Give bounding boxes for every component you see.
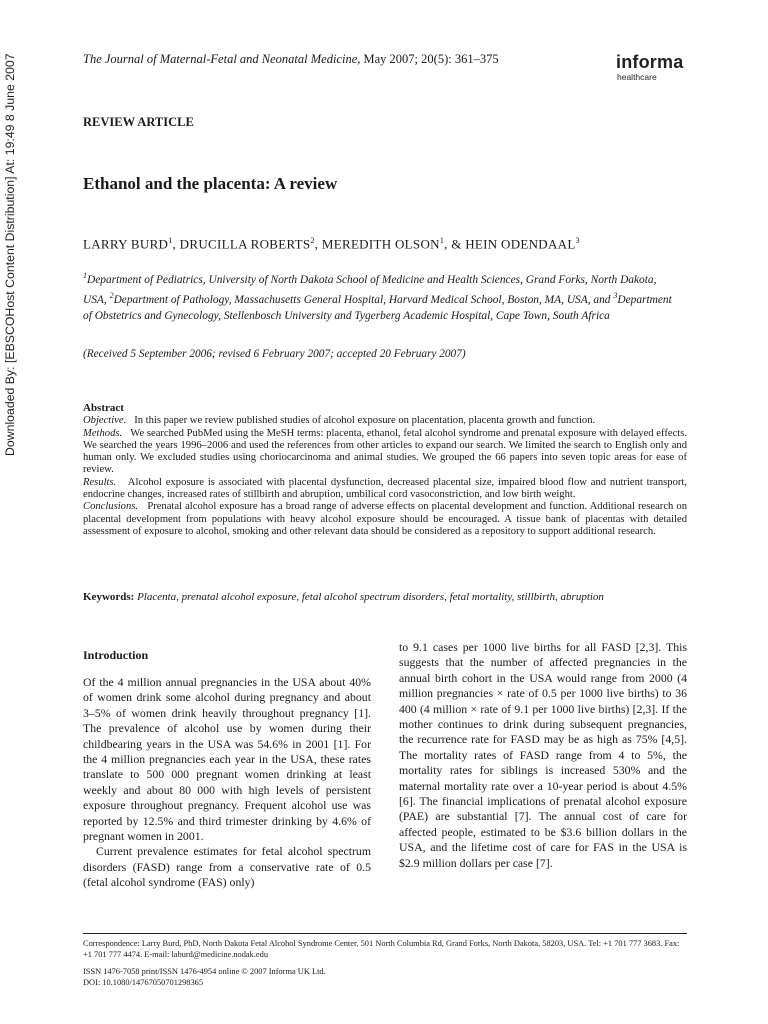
body-column-right xyxy=(399,640,687,871)
conclusions-text: Prenatal alcohol exposure has a broad range of adverse effects on placental development and function. Additional research on placental development from populations with heavy alcohol exposure should be encouraged. A tissue bank of placentas with detailed assessment of exposure to alcohol, smoking and other relevant data should be considered as a repository to support additional research. xyxy=(83,501,687,537)
author-list xyxy=(83,236,580,252)
affil-text: Department of Pediatrics, University of North Dakota School of Medicine and Health Sciences, Grand Forks, North Dakota, USA, xyxy=(83,273,657,307)
affil-mark: 2 xyxy=(109,291,114,301)
article-type: REVIEW ARTICLE xyxy=(83,115,194,129)
affil-mark: 1 xyxy=(83,271,87,280)
author-separator: , xyxy=(314,236,322,252)
keywords-label: Keywords: xyxy=(83,591,135,603)
conclusions-label: Conclusions. xyxy=(83,501,139,513)
results-text: Alcohol exposure is associated with placental dysfunction, decreased placental size, impaired blood flow and nutrient transport, endocrine changes, increased rates of stillbirth and abruption, umbilical cord vasoconstriction, and low birth weight. xyxy=(83,476,687,501)
methods-text: We searched PubMed using the MeSH terms: placenta, ethanol, fetal alcohol syndrome and prenatal exposure with delayed effects. We searched the years 1996–2006 and used the references from other articles to expand our search. We limited the search to English only and human only. We excluded studies using choriocarcinoma and animal studies. We grouped the 66 papers into seven topic areas for ease of review. xyxy=(83,427,687,476)
keywords-value: Placenta, prenatal alcohol exposure, fetal alcohol spectrum disorders, fetal mortality, stillbirth, abruption xyxy=(137,591,604,603)
objective-text: In this paper we review published studies of alcohol exposure on placentation, placenta growth and function. xyxy=(134,415,596,427)
body-paragraph: to 9.1 cases per 1000 live births for all FASD [2,3]. This suggests that the number of affected pregnancies in the annual birth cohort in the USA would range from 2000 (4 million pregnancies × rate of 0.5 per 1000 live births) to 36 400 (4 million × rate of 9.1 per 1000 live births) [2,3]. If the mother continues to drink during subsequent pregnancies, the recurrence rate for FASD may be as high as 75% [4,5]. The mortality rates of FASD range from 4 to 5%, the mortality rates for siblings is increased 530% and the maternal mortality rate over a 10-year period is about 4.5% [6]. The financial implications of prenatal alcohol exposure (PAE) are substantial [7]. The annual cost of care for affected people, estimated to be $3.6 billion dollars in the USA, and the lifetime cost of care for FAS in the USA is $2.9 million dollars per case [7]. xyxy=(399,640,687,870)
author-affil-mark: 1 xyxy=(439,236,445,245)
abstract xyxy=(83,402,687,538)
body-paragraph: Of the 4 million annual pregnancies in the USA about 40% of women drink some alcohol during pregnancy and about 3–5% of women drink heavily throughout pregnancy [1]. The prevalence of alcohol use by women during their childbearing years in the USA was 54.6% in 2001 [1]. For the 4 million pregnancies each year in the USA, these rates translate to 500 000 pregnant women drinking at least weekly and about 80 000 with high levels of persistent exposure throughout pregnancy. Frequent alcohol use was reported by 12.5% and third trimester drinking by 4.6% of pregnant women in 2001. xyxy=(83,675,371,844)
affiliations xyxy=(83,268,683,324)
affil-text: Department of Pathology, Massachusetts General Hospital, Harvard Medical School, Boston, MA, USA, and xyxy=(113,294,614,307)
author-name: MEREDITH OLSON xyxy=(321,236,440,252)
body-column-left xyxy=(83,640,371,891)
author-name: HEIN ODENDAAL xyxy=(465,236,576,252)
keywords xyxy=(83,591,687,603)
article-title: Ethanol and the placenta: A review xyxy=(83,174,338,193)
received-dates: (Received 5 September 2006; revised 6 February 2007; accepted 20 February 2007) xyxy=(83,348,466,360)
methods-label: Methods. xyxy=(83,427,123,439)
affil-mark: 3 xyxy=(613,291,618,301)
journal-details: May 2007; 20(5): 361–375 xyxy=(360,52,499,66)
author-separator: , & xyxy=(444,236,466,252)
author-affil-mark: 3 xyxy=(575,236,580,245)
section-heading-introduction: Introduction xyxy=(83,648,149,662)
issn-line: ISSN 1476-7058 print/ISSN 1476-4954 online © 2007 Informa UK Ltd. xyxy=(83,967,326,976)
download-watermark: Downloaded By: [EBSCOHost Content Distribution] At: 19:49 8 June 2007 xyxy=(3,53,17,456)
abstract-methods xyxy=(83,428,687,477)
abstract-heading: Abstract xyxy=(83,402,124,414)
footer-divider xyxy=(83,933,687,934)
objective-label: Objective. xyxy=(83,415,127,427)
abstract-results xyxy=(83,477,687,502)
publisher-logo xyxy=(616,52,683,82)
author-affil-mark: 2 xyxy=(310,236,315,245)
author-separator: , xyxy=(172,236,180,252)
results-label: Results. xyxy=(83,476,117,488)
correspondence-note: Correspondence: Larry Burd, PhD, North Dakota Fetal Alcohol Syndrome Center, 501 North Columbia Rd, Grand Forks, North Dakota, 58203, USA. Tel: +1 701 777 3683. Fax: +1 701 777 4474. E-mail: laburd@medicine.nodak.edu xyxy=(83,939,680,960)
abstract-objective xyxy=(83,415,687,427)
affil-text: Department of Obstetrics and Gynecology, Stellenbosch University and Tygerberg Academic Hospital, Cape Town, South Africa xyxy=(83,294,672,322)
abstract-conclusions xyxy=(83,501,687,538)
publication-info xyxy=(83,966,687,988)
author-name: LARRY BURD xyxy=(83,236,169,252)
author-name: DRUCILLA ROBERTS xyxy=(179,236,311,252)
body-paragraph: Current prevalence estimates for fetal alcohol spectrum disorders (FASD) range from a conservative rate of 0.5 (fetal alcohol syndrome (FAS) only) xyxy=(83,844,371,890)
doi-line: DOI: 10.1080/14767050701298365 xyxy=(83,978,204,988)
publisher-brand: informa xyxy=(616,52,684,72)
author-affil-mark: 1 xyxy=(168,236,173,245)
publisher-sub: healthcare xyxy=(617,72,657,82)
journal-citation xyxy=(83,52,499,67)
journal-name: The Journal of Maternal-Fetal and Neonatal Medicine, xyxy=(83,52,361,66)
